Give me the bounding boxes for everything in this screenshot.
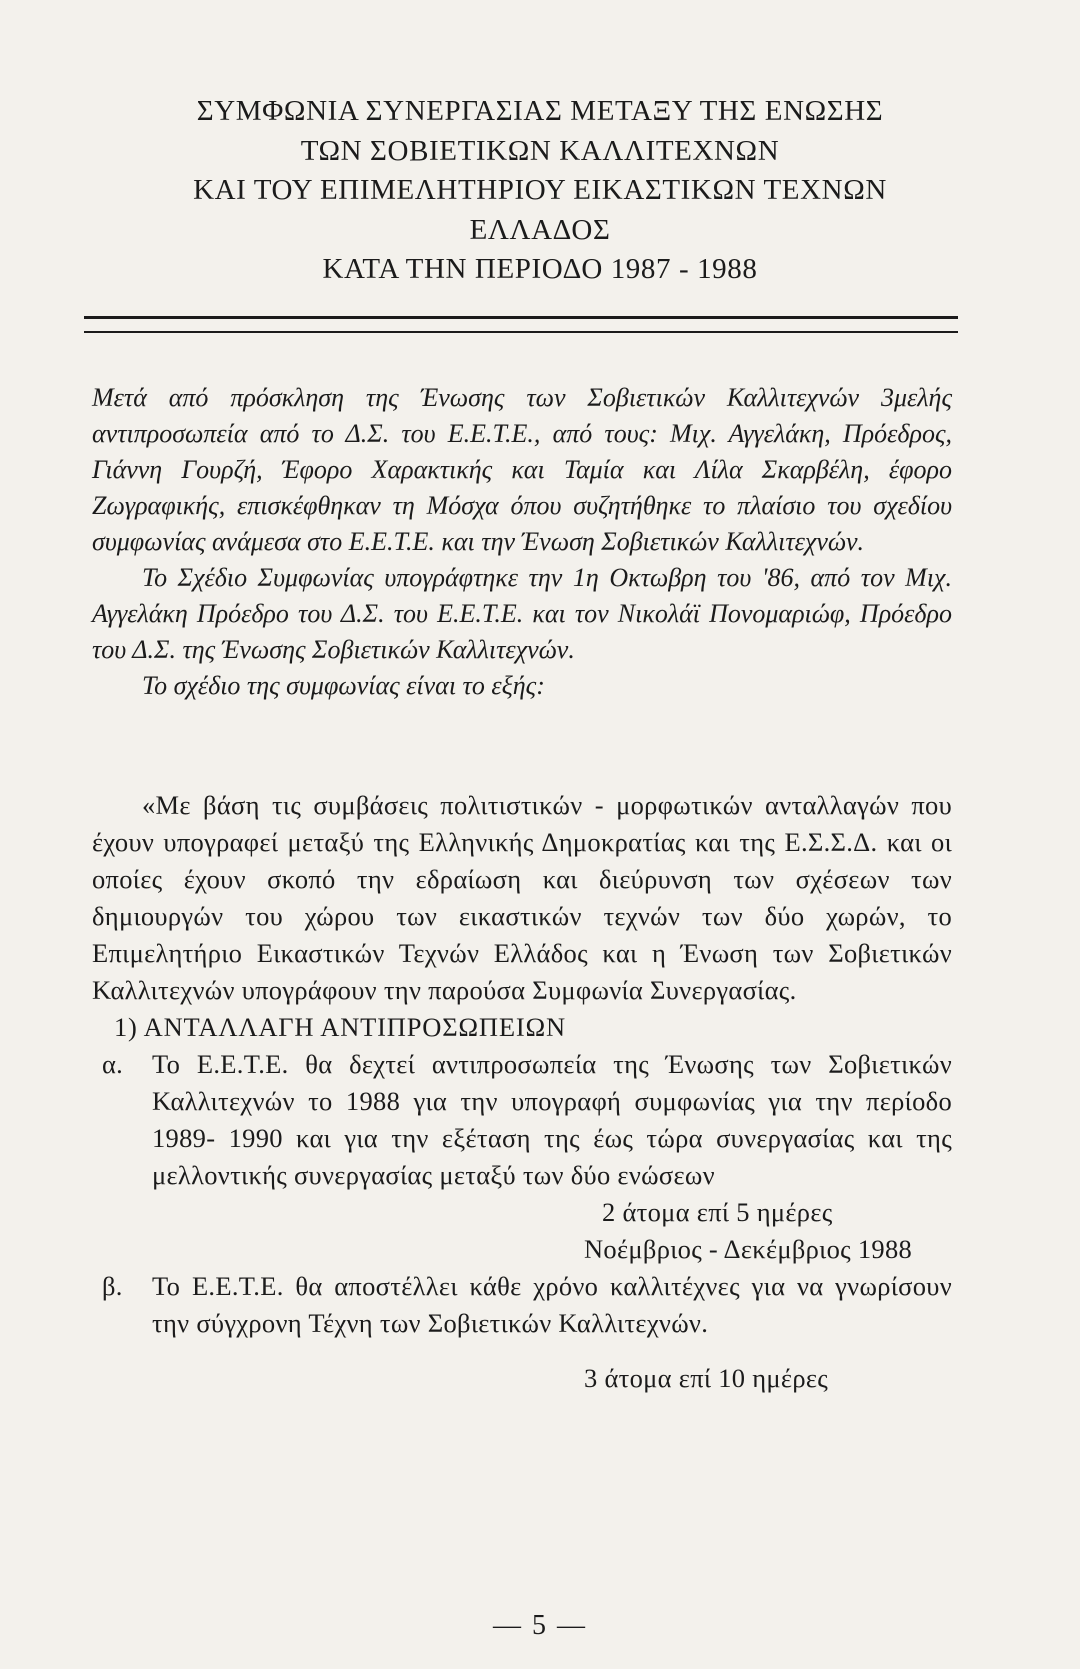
title-line-4: ΕΛΛΑΔΟΣ xyxy=(469,213,611,246)
list-item-detail-people: 3 άτομα επί 10 ημέρες xyxy=(584,1363,829,1393)
section-heading-exchange: 1) ΑΝΤΑΛΛΑΓΗ ΑΝΤΙΠΡΟΣΩΠΕΙΩΝ xyxy=(114,1012,566,1042)
list-item-alpha xyxy=(92,1046,952,1268)
intro-paragraph-3: Το σχέδιο της συμφωνίας είναι το εξής: xyxy=(142,671,545,700)
intro-section xyxy=(92,380,952,704)
list-item-detail-period: Νοέμβριος - Δεκέμβριος 1988 xyxy=(584,1234,913,1264)
agreement-preamble: «Με βάση τις συμβάσεις πολιτιστικών - μορφωτικών ανταλλαγών που έχουν υπογραφεί μεταξύ της Ελληνικής Δημοκρατίας και της Ε.Σ.Σ.Δ. και οι οποίες έχουν σκοπό την εδραίωση και διεύρυνση των σχέσεων των δημιουργών του χώρου των εικαστικών τεχνών των δύο χωρών, το Επιμελητήριο Εικαστικών Τεχνών Ελλάδος και η Ένωση των Σοβιετικών Καλλιτεχνών υπογράφουν την παρούσα Συμφωνία Συνεργασίας. xyxy=(92,790,952,1005)
document-title xyxy=(80,92,1000,290)
list-item-text: Το Ε.Ε.Τ.Ε. θα δεχτεί αντιπροσωπεία της Ένωσης των Σοβιετικών Καλλιτεχνών το 1988 για την υπογραφή συμφωνίας για την περίοδο 1989- 1990 και για την εξέταση της έως τώρα συνεργασίας και της μελλοντικής συνεργασίας μεταξύ των δύο ενώσεων xyxy=(152,1049,952,1190)
list-item-detail-people: 2 άτομα επί 5 ημέρες xyxy=(602,1197,833,1227)
list-item-label: β. xyxy=(102,1271,123,1301)
page-number: — 5 — xyxy=(493,1610,587,1641)
spacer xyxy=(152,1342,952,1360)
list-item-text: Το Ε.Ε.Τ.Ε. θα αποστέλλει κάθε χρόνο καλλιτέχνες για να γνωρίσουν την σύγχρονη Τέχνη των Σοβιετικών Καλλιτεχνών. xyxy=(152,1271,952,1338)
intro-paragraph-2: Το Σχέδιο Συμφωνίας υπογράφτηκε την 1η Οκτωβρη του '86, από τον Μιχ. Αγγελάκη Πρόεδρο του Δ.Σ. του Ε.Ε.Τ.Ε. και τον Νικολάϊ Πονομαριώφ, Πρόεδρο του Δ.Σ. της Ένωσης Σοβιετικών Καλλιτεχνών. xyxy=(92,563,952,664)
title-divider-thin xyxy=(84,331,958,333)
title-line-1: ΣΥΜΦΩΝΙΑ ΣΥΝΕΡΓΑΣΙΑΣ ΜΕΤΑΞΥ ΤΗΣ ΕΝΩΣΗΣ xyxy=(196,95,884,127)
intro-paragraph-1: Μετά από πρόσκληση της Ένωσης των Σοβιετικών Καλλιτεχνών 3μελής αντιπροσωπεία από το Δ.Σ. του Ε.Ε.Τ.Ε., από τους: Μιχ. Αγγελάκη, Πρόεδρος, Γιάννη Γουρζή, Έφορο Χαρακτικής και Ταμία και Λίλα Σκαρβέλη, έφορο Ζωγραφικής, επισκέφθηκαν τη Μόσχα όπου συζητήθηκε το πλαίσιο του σχεδίου συμφωνίας ανάμεσα στο Ε.Ε.Τ.Ε. και την Ένωση Σοβιετικών Καλλιτεχνών. xyxy=(92,383,952,556)
list-item-beta xyxy=(92,1268,952,1397)
list-item-label: α. xyxy=(102,1049,124,1079)
title-line-2: ΤΩΝ ΣΟΒΙΕΤΙΚΩΝ ΚΑΛΛΙΤΕΧΝΩΝ xyxy=(300,134,780,167)
agreement-text xyxy=(92,787,952,1397)
title-divider-thick xyxy=(84,316,958,319)
title-line-3: ΚΑΙ ΤΟΥ ΕΠΙΜΕΛΗΤΗΡΙΟΥ ΕΙΚΑΣΤΙΚΩΝ ΤΕΧΝΩΝ xyxy=(193,174,887,206)
title-line-5: ΚΑΤΑ ΤΗΝ ΠΕΡΙΟΔΟ 1987 - 1988 xyxy=(322,253,758,285)
